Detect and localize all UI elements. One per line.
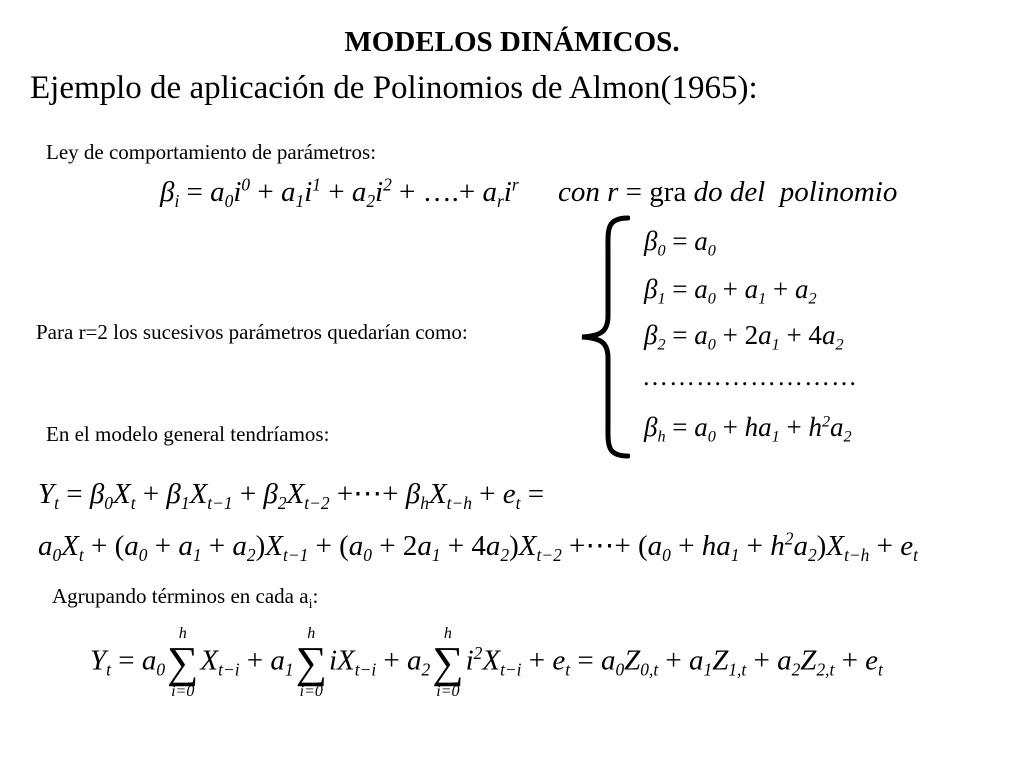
slide-title: MODELOS DINÁMICOS. xyxy=(344,26,680,58)
equation-grouped: $Y_t = a_0$ h ∑ i=0 $X_{t-i} + a_1$ h ∑ i=0 $iX_{t-i} + a_2$ h ∑ i=0 $i^2X_{t-i} + e_t = a_0Z_{0,t} + a_1Z_{1,t} + a_2Z_{2,t} + e_t$ xyxy=(90,625,883,700)
equation-betah: $\beta_h = a_0 + ha_1 + h^2a_2$ xyxy=(644,412,852,446)
label-para-r2: Para r=2 los sucesivos parámetros quedarían como: xyxy=(36,320,468,344)
slide-subtitle: Ejemplo de aplicación de Polinomios de Almon(1965): xyxy=(30,70,758,106)
summation-1: h ∑ i=0 xyxy=(295,625,327,700)
summation-2: h ∑ i=0 xyxy=(432,625,464,700)
ellipsis-dots: …………………… xyxy=(642,362,858,391)
equation-beta0: $\beta_0 = a_0$ xyxy=(644,226,716,260)
label-ley-comportamiento: Ley de comportamiento de parámetros: xyxy=(46,140,377,164)
equation-model-line2: $a_0X_t + (a_0 + a_1 + a_2)X_{t-1} + (a_0 + 2a_1 + 4a_2)X_{t-2}$ +⋯+ $(a_0 + ha_1 + h^2a_2)X_{t-h} + e_t$ xyxy=(38,528,918,566)
left-brace xyxy=(578,212,630,462)
equation-ley: $\beta_i = a_0i^0 + a_1i^1 + a_2i^2$ + ….+ $a_ri^r$ xyxy=(160,174,519,212)
equation-beta2: $\beta_2 = a_0 + 2a_1 + 4a_2$ xyxy=(644,320,844,354)
label-modelo-general: En el modelo general tendríamos: xyxy=(46,422,330,446)
summation-0: h ∑ i=0 xyxy=(167,625,199,700)
equation-beta1: $\beta_1 = a_0 + a_1 + a_2$ xyxy=(644,274,817,308)
label-agrupando: Agrupando términos en cada $a_i$: xyxy=(52,584,319,613)
equation-model-line1: $Y_t = \beta_0X_t + \beta_1X_{t-1} + \beta_2X_{t-2}$ +⋯+ $\beta_hX_{t-h} + e_t$ = xyxy=(38,478,545,514)
equation-ley-note: con r = gra do del polinomio xyxy=(558,176,898,208)
